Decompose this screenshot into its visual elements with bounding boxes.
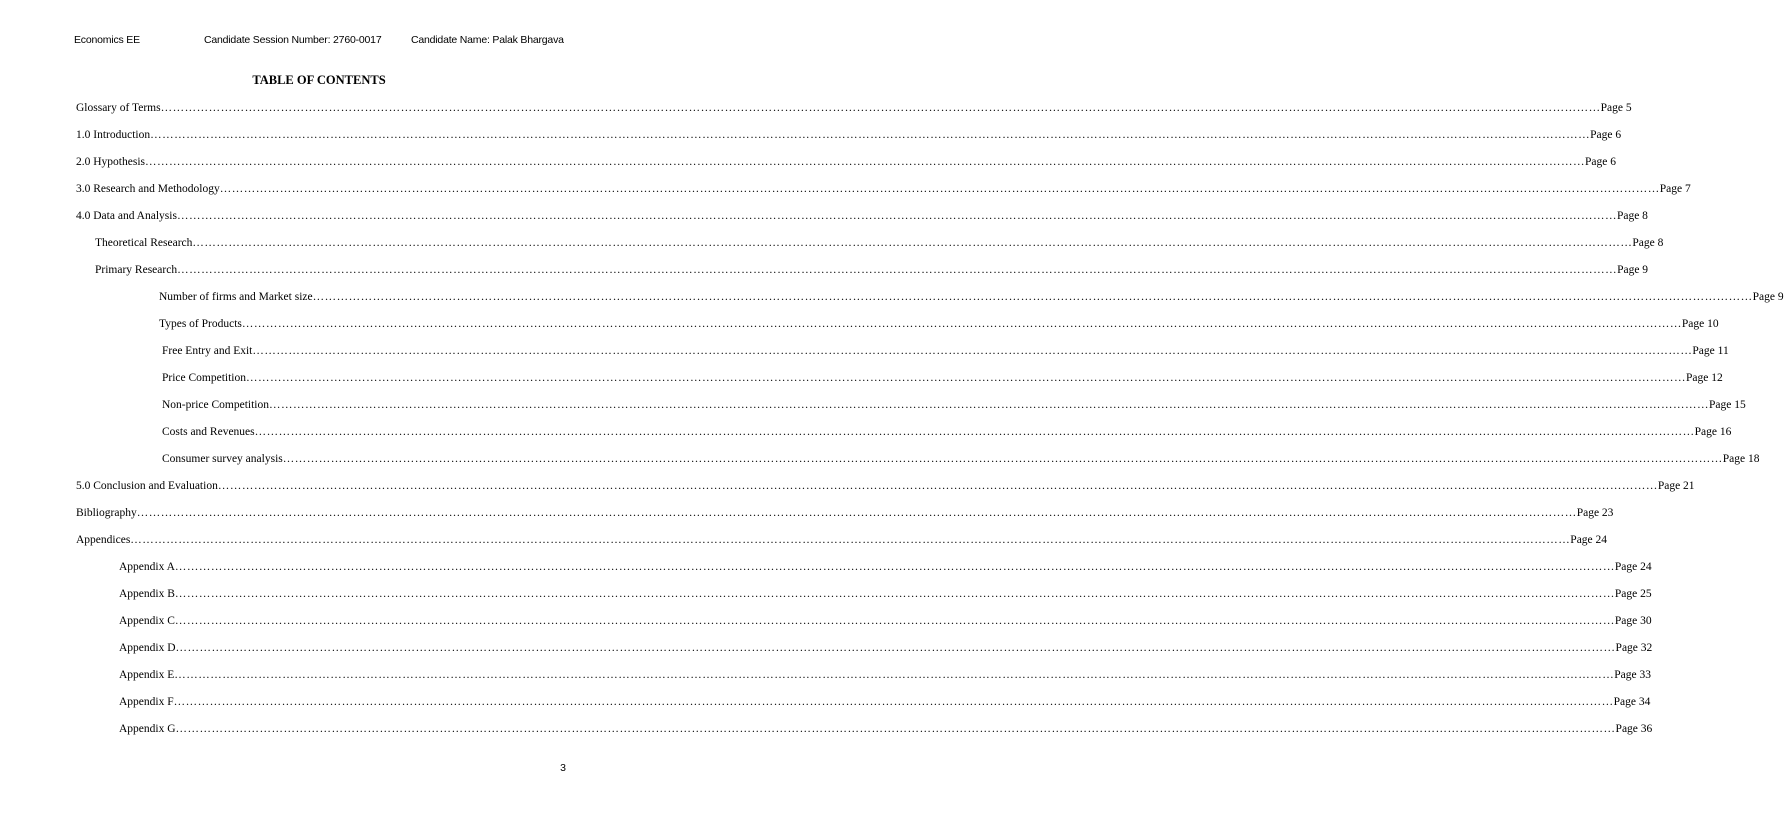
toc-leader-dots: ……………………………………………………………………………………………………………………………………………………………………………………………………………………………………………………………………………………………………………………………… <box>241 318 1682 330</box>
toc-leader-dots: ……………………………………………………………………………………………………………………………………………………………………………………………………………………………………………………………………………………………………………………………… <box>254 426 1695 438</box>
toc-entry <box>162 451 1760 467</box>
toc-leader-dots: ……………………………………………………………………………………………………………………………………………………………………………………………………………………………………………………………………………………………………………………………… <box>219 183 1660 195</box>
toc-entry-page: Page 21 <box>1657 480 1695 492</box>
toc-entry-label: Glossary of Terms <box>76 102 161 114</box>
toc-entry-page: Page 8 <box>1616 210 1648 222</box>
toc-leader-dots: ……………………………………………………………………………………………………………………………………………………………………………………………………………………………………………………………………………………………………………………………… <box>130 534 1571 546</box>
toc-entry <box>119 586 1652 602</box>
toc-entry <box>162 343 1729 359</box>
toc-leader-dots: ……………………………………………………………………………………………………………………………………………………………………………………………………………………………………………………………………………………………………………………………… <box>177 264 1618 276</box>
toc-entry-page: Page 23 <box>1576 507 1614 519</box>
toc-leader-dots: ……………………………………………………………………………………………………………………………………………………………………………………………………………………………………………………………………………………………………………………………… <box>150 129 1591 141</box>
toc-entry-label: Non-price Competition <box>162 399 269 411</box>
toc-leader-dots: ……………………………………………………………………………………………………………………………………………………………………………………………………………………………………………………………………………………………………………………………… <box>174 669 1615 681</box>
toc-entry <box>162 424 1732 440</box>
toc-entry-page: Page 32 <box>1615 642 1653 654</box>
toc-entry-page: Page 25 <box>1614 588 1652 600</box>
toc-entry-label: Appendix G <box>119 723 176 735</box>
toc-title: TABLE OF CONTENTS <box>252 73 386 87</box>
toc-entry <box>162 397 1746 413</box>
toc-entry-label: Types of Products <box>159 318 242 330</box>
toc-entry-label: 1.0 Introduction <box>76 129 151 141</box>
toc-leader-dots: ……………………………………………………………………………………………………………………………………………………………………………………………………………………………………………………………………………………………………………………………… <box>217 480 1658 492</box>
toc-entry <box>76 127 1622 143</box>
toc-leader-dots: ……………………………………………………………………………………………………………………………………………………………………………………………………………………………………………………………………………………………………………………………… <box>174 561 1615 573</box>
toc-entry-label: Primary Research <box>95 264 178 276</box>
toc-entry <box>162 370 1723 386</box>
toc-entry-label: 3.0 Research and Methodology <box>76 183 220 195</box>
page-number: 3 <box>560 762 566 774</box>
toc-leader-dots: ……………………………………………………………………………………………………………………………………………………………………………………………………………………………………………………………………………………………………………………………… <box>269 399 1709 411</box>
toc-entry-page: Page 36 <box>1615 723 1653 735</box>
toc-entry-label: Theoretical Research <box>95 237 193 249</box>
toc-leader-dots: ……………………………………………………………………………………………………………………………………………………………………………………………………………………………………………………………………………………………………………………………… <box>136 507 1577 519</box>
toc-leader-dots: ……………………………………………………………………………………………………………………………………………………………………………………………………………………………………………………………………………………………………………………………… <box>282 453 1723 465</box>
toc-entry <box>95 262 1649 278</box>
toc-entry-label: Consumer survey analysis <box>162 453 283 465</box>
toc-leader-dots: ……………………………………………………………………………………………………………………………………………………………………………………………………………………………………………………………………………………………………………………………… <box>312 291 1753 303</box>
toc-leader-dots: ……………………………………………………………………………………………………………………………………………………………………………………………………………………………………………………………………………………………………………………………… <box>160 102 1601 114</box>
toc-entry-label: Appendix A <box>119 561 175 573</box>
toc-entry <box>76 505 1614 521</box>
toc-entry-page: Page 10 <box>1681 318 1719 330</box>
toc-leader-dots: ……………………………………………………………………………………………………………………………………………………………………………………………………………………………………………………………………………………………………………………………… <box>173 696 1614 708</box>
toc-entry-page: Page 30 <box>1614 615 1652 627</box>
toc-entry <box>76 478 1695 494</box>
toc-entry <box>76 154 1616 170</box>
toc-leader-dots: ……………………………………………………………………………………………………………………………………………………………………………………………………………………………………………………………………………………………………………………………… <box>174 615 1615 627</box>
toc-entry-label: Appendix D <box>119 642 176 654</box>
toc-entry <box>76 208 1648 224</box>
toc-entry-page: Page 16 <box>1694 426 1732 438</box>
toc-leader-dots: ……………………………………………………………………………………………………………………………………………………………………………………………………………………………………………………………………………………………………………………………… <box>174 588 1615 600</box>
toc-entry-page: Page 24 <box>1614 561 1652 573</box>
toc-entry-page: Page 7 <box>1659 183 1691 195</box>
toc-entry-label: 5.0 Conclusion and Evaluation <box>76 480 218 492</box>
toc-entry-label: Number of firms and Market size <box>159 291 313 303</box>
header-session-number: Candidate Session Number: 2760-0017 <box>204 34 382 46</box>
toc-leader-dots: ……………………………………………………………………………………………………………………………………………………………………………………………………………………………………………………………………………………………………………………………… <box>252 345 1693 357</box>
toc-entry-page: Page 18 <box>1722 453 1760 465</box>
toc-leader-dots: ……………………………………………………………………………………………………………………………………………………………………………………………………………………………………………………………………………………………………………………………… <box>246 372 1687 384</box>
toc-leader-dots: ……………………………………………………………………………………………………………………………………………………………………………………………………………………………………………………………………………………………………………………………… <box>176 210 1617 222</box>
toc-entry <box>76 100 1632 116</box>
toc-entry-page: Page 6 <box>1590 129 1622 141</box>
toc-entry <box>159 316 1719 332</box>
toc-entry <box>119 640 1653 656</box>
toc-entry <box>119 721 1653 737</box>
toc-entry-page: Page 8 <box>1632 237 1664 249</box>
toc-entry-label: Appendix E <box>119 669 175 681</box>
toc-entry <box>95 235 1664 251</box>
toc-entry-page: Page 24 <box>1570 534 1608 546</box>
toc-entry-label: Appendix C <box>119 615 175 627</box>
toc-entry-label: Appendix B <box>119 588 175 600</box>
toc-entry <box>76 532 1608 548</box>
toc-entry-label: Appendices <box>76 534 131 546</box>
toc-entry-page: Page 34 <box>1613 696 1651 708</box>
toc-entry-label: 4.0 Data and Analysis <box>76 210 177 222</box>
toc-entry-page: Page 12 <box>1686 372 1723 384</box>
toc-entry-page: Page 11 <box>1692 345 1729 357</box>
header-candidate-name: Candidate Name: Palak Bhargava <box>411 34 564 46</box>
toc-entry-label: 2.0 Hypothesis <box>76 156 145 168</box>
toc-entry-label: Appendix F <box>119 696 174 708</box>
toc-entry-label: Costs and Revenues <box>162 426 255 438</box>
toc-entry-label: Price Competition <box>162 372 247 384</box>
toc-entry <box>119 667 1651 683</box>
toc-entry-page: Page 9 <box>1752 291 1784 303</box>
toc-leader-dots: ……………………………………………………………………………………………………………………………………………………………………………………………………………………………………………………………………………………………………………………………… <box>192 237 1633 249</box>
toc-entry-page: Page 33 <box>1614 669 1651 681</box>
header-subject: Economics EE <box>74 34 140 46</box>
toc-entry-label: Bibliography <box>76 507 137 519</box>
toc-entry <box>159 289 1784 305</box>
toc-entry-page: Page 5 <box>1600 102 1632 114</box>
toc-entry-page: Page 15 <box>1709 399 1746 411</box>
toc-entry-page: Page 9 <box>1617 264 1649 276</box>
toc-leader-dots: ……………………………………………………………………………………………………………………………………………………………………………………………………………………………………………………………………………………………………………………………… <box>145 156 1585 168</box>
toc-leader-dots: ……………………………………………………………………………………………………………………………………………………………………………………………………………………………………………………………………………………………………………………………… <box>175 642 1616 654</box>
toc-entry <box>119 694 1651 710</box>
toc-entry-label: Free Entry and Exit <box>162 345 253 357</box>
toc-entry-page: Page 6 <box>1585 156 1616 168</box>
toc-entry <box>119 613 1652 629</box>
toc-leader-dots: ……………………………………………………………………………………………………………………………………………………………………………………………………………………………………………………………………………………………………………………………… <box>175 723 1616 735</box>
toc-entry <box>119 559 1652 575</box>
toc-entry <box>76 181 1691 197</box>
